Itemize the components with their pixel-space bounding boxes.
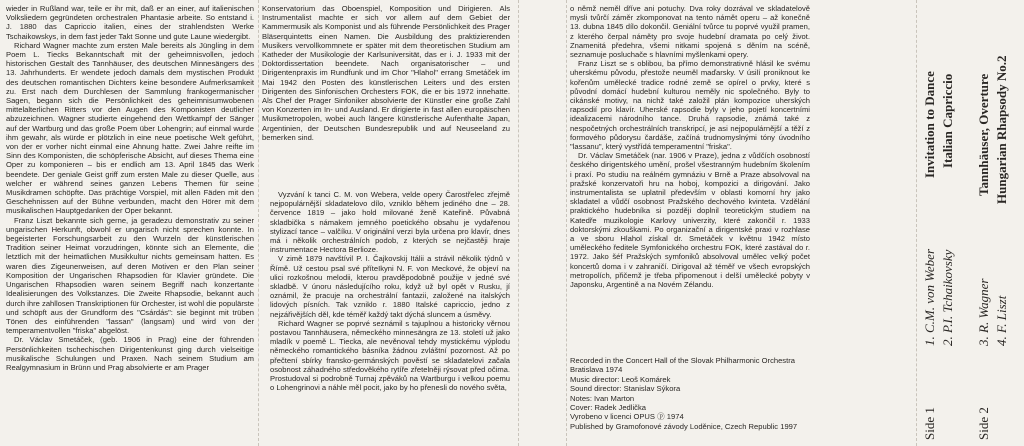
side-1-track-1-title: Invitation to Dance (922, 71, 937, 178)
paragraph: wieder in Rußland war, teile er ihr mit, daß er an einer, auf italienischen Volksliedern gegründeten orchestralen Phantasie arbeite. So entstand i. J. 1880 das Capriccio italien, eines der strahlendsten Werke Tschaikowskys, in dem fast jeder Takt Sonne und gute Laune wiedergibt. (6, 4, 254, 41)
paragraph: Franz Liszt se s oblibou, ba přímo demonstrativně hlásil ke svému uherskému původu, přestože neuměl maďarsky. V úsilí proniknout ke kořenům umělecké tradice rodné země se opírel o prvky, které s původní domácí hudební kulturou neměly nic společného. Byly to cikánské motivy, na nichž také založil plán kompozice uherských rapsodií pro klavír. Uherské rapsodie byly v jeho pojetí koncertními idealizacemi národního tance. Druhá rapsodie, známá také z nespočetných orchestrálních transkripcí, je asi nejpopulárnější a těží z formového půdorysu čardáše, začíná trudnomyslnými tóny úvodního "lassanu", který vystřídá temperamentní "friska". (570, 59, 810, 152)
credit-line: Cover: Radek Jedlička (570, 403, 646, 413)
paragraph: Dr. Václav Smetáček, (geb. 1906 in Prag) eine der führenden Persönlichkeiten tschechischen Dirigentenkunst ging durch vielseitige musikalische Schulungen und Praxen. Nach seinem Studium am Realgymnasium in Brünn und Prag absolvierte er am Prager (6, 335, 254, 372)
paragraph: Vyzvání k tanci C. M. von Webera, velde opery Čarostřelec zřejmě nejpopulárnější skladatelovo dílo, vzniklo během jediného dne – 28. července 1819 – jako hold milované ženě Kateřině. Půvabná skladbička s námakem jemného poetického obsahu je vydařenou stylizací tance – valčíku. V originální verzi byla určena pro klavír, dnes má i několik orchestrálních podob, z kterých se nejčastěji hraje instrumentace Hectora Berlioze. (270, 190, 510, 255)
fold-line-4 (916, 0, 917, 446)
paragraph: Franz Liszt bekannte sich gerne, ja geradezu demonstrativ zu seiner ungarischen Herkunft, obwohl er ungarisch nicht sprechen konnte. In begeisterter Forschungsarbeit zu den Wurzeln der künstlerischen Tradition seiner Heimat vorzudringen, könnte sich an Elemente, die letztlich mit der heimatlichen Musikkultur nichts gemeinsam hatten. Es waren dies Zigeunerweisen, auf deren Motiven er den Plan seiner Komposition der Ungarischen Rhapsodien für Klavier gründete. Die Ungarischen Rhapsodien waren seinem Begriff nach konzertante Idealisierungen des Volkstanzes. Die Zweite Rhapsodie, bekannt auch durch ihre zahllosen Transkriptionen für Orchester, ist wohl die populärste und schöpft aus der Grundform des "Csárdás": sie beginnt mit trüben Tönen des einführenden "lassan" (langsam) und wird von der temperamentvollen "friska" abgelöst. (6, 215, 254, 336)
paragraph: Konservatorium das Oboenspiel, Komposition und Dirigieren. Als Instrumentalist machte er sich vor allem auf dem Gebiet der Kammermusik als Komponist und als führende Persönlichkeit des Prager Bläserquintetts einen Namen. Die Ausbildung des praktizierenden Musikers vervollkommnete er später mit dem theoretischen Studium am Katheder der Musikologie der Karlsuniversität, das er i. J. 1933 mit der Doktordissertation beendete. Nach organisatorischer – und Dirigentenpraxis im Rundfunk und im Chor "Hlahol" errang Smetáček im Mai 1942 den Posten des künstlerischen Leiters und des ersten Dirigenten des Sinfonischen Orchesters FOK, die er bis 1972 innehatte. Als Chef der Prager Sinfoniker absolvierte der Künstler eine große Zahl von Konzerten im In- und Ausland. Er dirigierte in fast allen europäischen Musikmetropolen, wobei auch längere künstlerische Aufenthalte Japan, Argentinien, der Deutschen Bundesrepublik und auf Neuseeland zu bemerken sind. (262, 4, 510, 142)
side-1-label: Side 1 (922, 407, 937, 440)
credit-line: Notes: Ivan Marton (570, 393, 635, 403)
spine-tracklist (918, 0, 1024, 446)
paragraph: V zimě 1879 navštívil P. I. Čajkovskij Itálii a strávil několik týdnů v Římě. Už cestou psal své příteIkyni N. F. von Meckové, že objeví na ulici rozkošnou melodii, kterou pravděpodobně použije v jedné své skladbě. V únoru následujícího roku, když už byl opět v Rusku, jí oznámil, že pracuje na orchestrální fantazii, založené na italských lidových písních. Tak vzniklo r. 1880 Italské capriccio, jedno z nejzářivějších děl, kde téměř každý takt dýchá sluncem a úsměvy. (270, 254, 510, 319)
paragraph: Richard Wagner se poprvé seznámil s tajuplnou a historicky věrnou postavou Tannhäusera, německého minnesängra ze 13. století už jako mladík v poemě L. Tiecka, ale nevěnoval tehdy mystickému výplodu německého romantického básníka žádnou zvláštní pozornost. Až po přečtení sbírky fransko-germánských pověstí se skladatelovi začala osobnost záhadného středověkého rytíře zřetelněji rýsovat před očima. Prostudoval si podrobně Turnaj zpěváků na Wartburgu i velkou poemu o Lohengrinovi a náhle měl pocit, jako by ho přenesli do nového světa, (270, 318, 510, 393)
fold-line-2 (518, 0, 519, 446)
side-2-track-3-composer: 3. R. Wagner (976, 278, 991, 346)
credit-line: Music director: Leoš Komárek (570, 374, 671, 384)
side-1-track-2-composer: 2. P.I. Tchaikovsky (940, 249, 955, 346)
side-2-track-4-title: Hungarian Rhapsody No.2 (994, 55, 1009, 204)
recording-credits (570, 356, 810, 431)
paragraph: Dr. Václav Smetáček (nar. 1906 v Praze), jedna z vůdčích osobností českého dirigentského umění, prošel všestranným hudebním školením i praxí. Po studiu na reálném gymnáziu v Brně a Praze absolvoval na pražské konzervatoři hru na hoboj, kompozici a dirigování. Jako instrumentalista se uplatnil především v oblasti komorní hry jako skladatel a vůdčí osobnost Pražského dechového kvinteta. Vzdělání praktického hudebníka si později doplnil teoretickým studiem na Katedře muzikologie Karlovy univerzity, které zakončil r. 1933 doktorskými zkouškami. Po organizační a dirigentské praxi v rozhlase a ve sboru Hlahol získal dr. Smetáček v květnu 1942 místo uměleckého ředitele Symfonického orchestru FOK, které zastával do r. 1972. Jako šéf Pražských symfoniků absolvoval umělec velký počet koncertů doma i v zahraničí. Dirigoval až téměř ve všech evropských metropolích, přičemž je třeba připomenout i delší umělecké pobyty v Japonsku, Argentině a na Novém Zélandu. (570, 151, 810, 290)
german-notes-column-1 (6, 4, 254, 442)
czech-notes-column-1 (270, 190, 510, 442)
credit-line: Vyrobeno v licenci OPUS ⓟ 1974 (570, 412, 684, 422)
credit-line: Recorded in the Concert Hall of the Slovak Philharmonic Orchestra (570, 356, 795, 365)
german-notes-column-2 (262, 4, 510, 184)
czech-notes-column-2 (570, 4, 810, 350)
fold-line-1 (258, 0, 259, 446)
side-2-track-4-composer: 4. F. Liszt (994, 295, 1009, 346)
paragraph: Richard Wagner machte zum ersten Male bereits als Jüngling in dem Poem L. Tiecks Bekanntschaft mit der geheimnisvollen, jedoch historischen Gestalt des Tannhäuser, des deutschen Minnesängers des 13. Jahrhunderts. Er wendete jedoch damals dem mystischen Produkt des deutschen romantischen Dichters keine besondere Aufmerksamkeit zu. Erst nach dem Durchlesen der Sammlung frankogermanischer Sagen, begann sich die Persönlichkeit des geheimnisumwobenen mittelalterlichen Ritters vor den Augen des Komponisten deutlicher abzuzeichnen. Wagner studierte eingehend den Wettkampf der Sänger auf der Wartburg und das große Poem über Lohengrin; auf einmal wurde ihm gewahr, als würde er plötzlich in eine neue poetische Welt geführt, von der er vorher nicht einmal eine Ahnung hatte. Zwei Jahre reifte im Sinn des Komponisten, die schöpferische Absicht, auf dieses Thema eine Oper zu komponieren – bis er endlich am 13. April 1845 das Werk beendete. Der geniale Geist griff zum ersten Male zu dieser Quelle, aus welcher er während seines ganzen Lebens Themen für seine Musikdramen schöpfte. Das prächtige Vorspiel, mit allen Fäden mit den Geschehnissen auf der Bühne verbunden, macht den Hörer mit dem musikalischen Hauptgedanken der Oper bekannt. (6, 40, 254, 216)
side-1-track-1-composer: 1. C.M. von Weber (922, 248, 937, 346)
side-1-track-2-title: Italian Capriccio (940, 73, 955, 168)
credit-line: Bratislava 1974 (570, 365, 623, 375)
side-2-label: Side 2 (976, 407, 991, 440)
side-2-track-3-title: Tannhäuser, Overture (976, 73, 991, 196)
paragraph: o němž neměl dříve ani potuchy. Dva roky dozrával ve skladatelově mysli tvůrčí záměr zkomponovat na tento námět operu – až konečně 13. dubna 1845 dílo dokončil. Geniální tvůrce tu poprvé využil pramen, z kterého čerpal náměty pro svoje hudební dramata po celý život. Znamenitá předehra, všemi nitkami spojená s děním na scéně, seznamuje posluchače s hlavními myšlenkami opery. (570, 4, 810, 60)
fold-line-3 (566, 0, 567, 446)
credit-line: Sound director: Stanislav Sýkora (570, 384, 681, 394)
credit-line: Published by Gramofonové závody Loděnice, Czech Republic 1997 (570, 421, 798, 431)
